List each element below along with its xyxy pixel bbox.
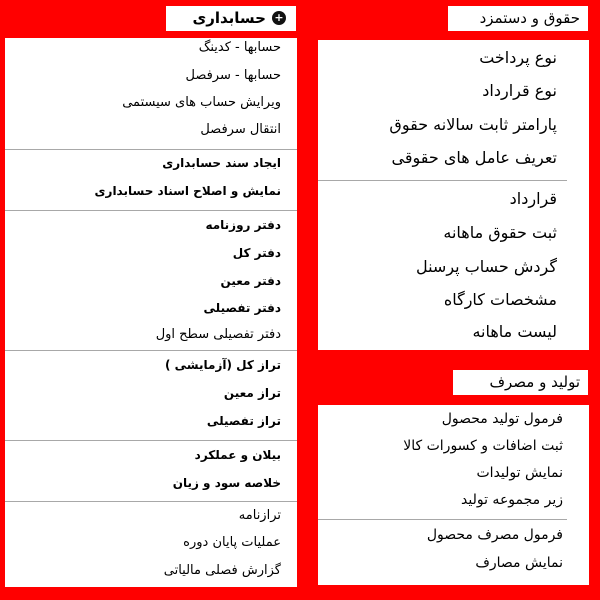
menu-item-subsidiary-balance[interactable]: تراز معین bbox=[223, 386, 281, 400]
menu-item-view-consumptions[interactable]: نمایش مصارف bbox=[475, 555, 563, 571]
payroll-panel bbox=[318, 40, 589, 350]
payroll-title bbox=[448, 6, 588, 31]
separator bbox=[5, 350, 297, 351]
production-panel bbox=[318, 405, 589, 585]
menu-item-coding[interactable]: حسابها - کدینگ bbox=[198, 40, 281, 55]
menu-item-payment-type[interactable]: نوع پرداخت bbox=[479, 48, 557, 67]
menu-item-detail-ledger-level1[interactable]: دفتر تفصیلی سطح اول bbox=[155, 327, 281, 342]
menu-item-contract[interactable]: قرارداد bbox=[509, 189, 557, 208]
production-title-label: تولید و مصرف bbox=[489, 373, 580, 391]
menu-item-view-edit-vouchers[interactable]: نمایش و اصلاح اسناد حسابداری bbox=[94, 184, 281, 198]
separator bbox=[318, 519, 567, 520]
menu-item-production-formula[interactable]: فرمول تولید محصول bbox=[441, 411, 563, 427]
menu-item-salary-factors[interactable]: تعریف عامل های حقوقی bbox=[391, 148, 557, 167]
plus-circle-icon: + bbox=[272, 11, 286, 25]
separator bbox=[5, 501, 297, 502]
menu-item-goods-adjustments[interactable]: ثبت اضافات و کسورات کالا bbox=[403, 438, 563, 454]
menu-item-contract-type[interactable]: نوع قرارداد bbox=[482, 81, 557, 100]
menu-item-detail-balance[interactable]: تراز تفصیلی bbox=[206, 414, 281, 428]
menu-item-balance-sheet[interactable]: ترازنامه bbox=[238, 508, 281, 523]
menu-item-monthly-list[interactable]: لیست ماهانه bbox=[472, 322, 557, 341]
menu-item-personnel-account[interactable]: گردش حساب پرسنل bbox=[415, 257, 557, 276]
menu-item-consumption-formula[interactable]: فرمول مصرف محصول bbox=[426, 527, 563, 543]
menu-item-period-end[interactable]: عملیات پایان دوره bbox=[183, 535, 281, 550]
payroll-title-label: حقوق و دستمزد bbox=[479, 9, 580, 27]
menu-item-subsidiary-ledger[interactable]: دفتر معین bbox=[220, 274, 281, 288]
menu-item-transfer-heading[interactable]: انتقال سرفصل bbox=[200, 122, 281, 137]
menu-item-monthly-salary[interactable]: ثبت حقوق ماهانه bbox=[443, 223, 557, 242]
menu-item-balance-sheet-performance[interactable]: بیلان و عملکرد bbox=[194, 448, 281, 462]
menu-item-quarterly-tax-report[interactable]: گزارش فصلی مالیاتی bbox=[163, 563, 281, 578]
menu-item-profit-loss-summary[interactable]: خلاصه سود و زیان bbox=[172, 476, 281, 490]
menu-item-production-subset[interactable]: زیر مجموعه تولید bbox=[461, 492, 563, 508]
separator bbox=[5, 210, 297, 211]
menu-item-headings[interactable]: حسابها - سرفصل bbox=[185, 68, 281, 83]
separator bbox=[5, 149, 297, 150]
accounting-title bbox=[166, 6, 296, 31]
menu-item-view-productions[interactable]: نمایش تولیدات bbox=[476, 465, 563, 481]
menu-item-workshop-info[interactable]: مشخصات کارگاه bbox=[443, 290, 557, 309]
menu-item-general-ledger[interactable]: دفتر کل bbox=[232, 246, 281, 260]
menu-item-detail-ledger[interactable]: دفتر تفصیلی bbox=[203, 301, 281, 315]
menu-item-trial-balance[interactable]: تراز کل (آزمایشی ) bbox=[165, 358, 281, 372]
menu-item-create-voucher[interactable]: ایجاد سند حسابداری bbox=[162, 156, 281, 170]
menu-item-annual-salary-params[interactable]: پارامتر ثابت سالانه حقوق bbox=[389, 115, 557, 134]
separator bbox=[5, 440, 297, 441]
menu-item-edit-system-accounts[interactable]: ویرایش حساب های سیستمی bbox=[122, 95, 281, 110]
separator bbox=[318, 180, 567, 181]
accounting-title-label: حسابداری bbox=[192, 9, 266, 27]
production-title bbox=[453, 370, 588, 395]
accounting-panel bbox=[5, 38, 297, 587]
menu-item-journal[interactable]: دفتر روزنامه bbox=[205, 218, 281, 232]
